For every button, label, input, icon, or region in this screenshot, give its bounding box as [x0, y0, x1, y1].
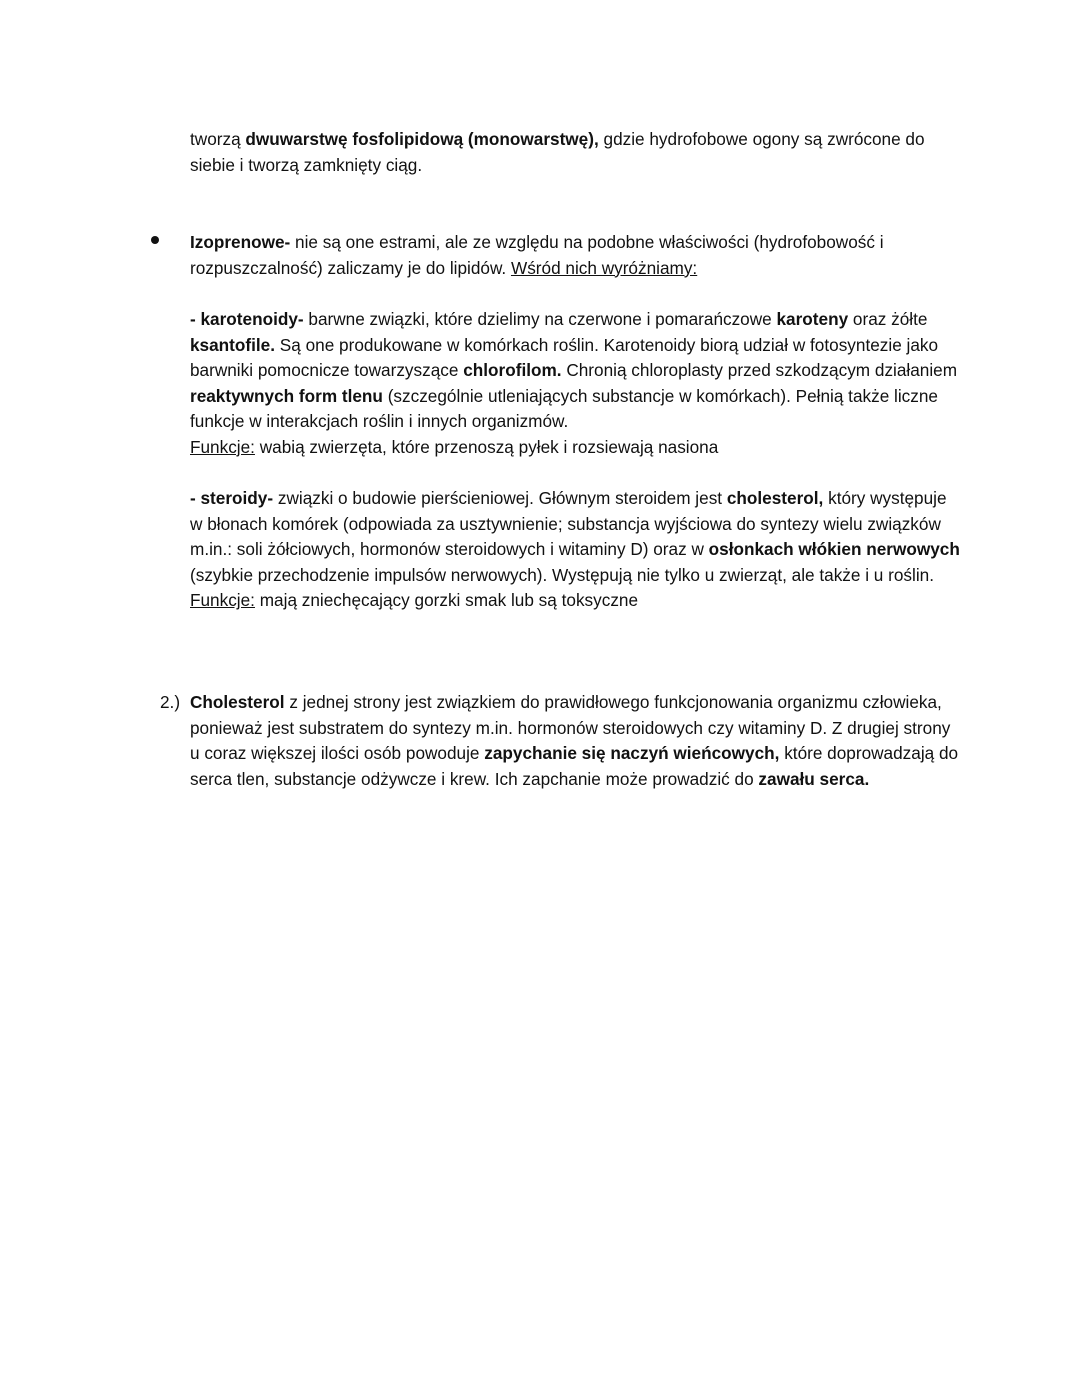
- bold-term: dwuwarstwę fosfolipidową (monowarstwę),: [245, 129, 599, 149]
- text: wabią zwierzęta, które przenoszą pyłek i rozsiewają nasiona: [254, 436, 719, 457]
- bold-term: reaktywnych form tlenu: [190, 385, 383, 406]
- bold-term: zawału serca.: [758, 768, 870, 789]
- bold-term: Cholesterol: [190, 692, 285, 712]
- text: związki o budowie pierścieniowej. Głównym steroidem jest: [273, 488, 727, 508]
- text: które doprowadzają do serca tlen, substancje odżywcze i krew. Ich zapchanie może prowadzić do: [190, 743, 959, 789]
- functions-label: Funkcje:: [190, 590, 255, 611]
- text: Chronią chloroplasty przed szkodzącym działaniem: [561, 360, 958, 381]
- bold-term: Izoprenowe-: [190, 232, 291, 252]
- text: który występuje w błonach komórek (odpowiada za usztywnienie; substancja wyjściowa do syntezy wielu związków m.in.: soli żółciowych, hormonów steroidowych i witaminy D) oraz w: [190, 488, 947, 560]
- bold-term: zapychanie się naczyń wieńcowych,: [484, 743, 780, 764]
- karotenoidy-section: [190, 307, 960, 461]
- continuation-paragraph: [190, 127, 960, 178]
- steroidy-section: [190, 486, 960, 614]
- text: z jednej strony jest związkiem do prawidłowego funkcjonowania organizmu człowieka, ponieważ jest substratem do syntezy m.in. hormonów steroidowych czy witaminy D. Z drugiej strony u coraz większej ilości osób powoduje: [190, 692, 951, 764]
- bold-term: karoteny: [776, 309, 849, 329]
- text: Są one produkowane w komórkach roślin. Karotenoidy biorą udział w fotosyntezie jako barwniki pomocnicze towarzyszące: [190, 334, 939, 381]
- izoprenowe-paragraph: [190, 230, 960, 281]
- bold-term: - karotenoidy-: [190, 309, 304, 329]
- cholesterol-paragraph: [190, 690, 960, 792]
- bullet-icon: [151, 236, 159, 244]
- steroidy-paragraph: [190, 486, 960, 588]
- text: oraz żółte: [848, 309, 928, 329]
- bold-term: chlorofilom.: [463, 360, 562, 381]
- karotenoidy-paragraph: [190, 307, 960, 435]
- bold-term: - steroidy-: [190, 488, 274, 508]
- text: mają zniechęcający gorzki smak lub są toksyczne: [254, 590, 639, 611]
- underlined-text: Wśród nich wyróżniamy:: [510, 257, 698, 278]
- steroidy-functions: [190, 588, 960, 614]
- text: tworzą: [190, 129, 246, 149]
- text: (szczególnie utleniających substancje w komórkach). Pełnią także liczne funkcje w interakcjach roślin i innych organizmów.: [190, 385, 938, 432]
- bold-term: osłonkach włókien nerwowych: [708, 539, 960, 560]
- text: (szybkie przechodzenie impulsów nerwowych). Występują nie tylko u zwierząt, ale także i u roślin.: [190, 564, 934, 585]
- bold-term: cholesterol,: [726, 488, 824, 508]
- karotenoidy-functions: [190, 435, 960, 461]
- text: nie są one estrami, ale ze względu na podobne właściwości (hydrofobowość i rozpuszczalność) zaliczamy je do lipidów.: [190, 232, 884, 278]
- bold-term: ksantofile.: [190, 334, 276, 355]
- text: gdzie hydrofobowe ogony są zwrócone do siebie i tworzą zamknięty ciąg.: [190, 129, 925, 175]
- functions-label: Funkcje:: [190, 436, 255, 457]
- item-number: 2.): [160, 692, 181, 712]
- text: barwne związki, które dzielimy na czerwone i pomarańczowe: [303, 309, 777, 329]
